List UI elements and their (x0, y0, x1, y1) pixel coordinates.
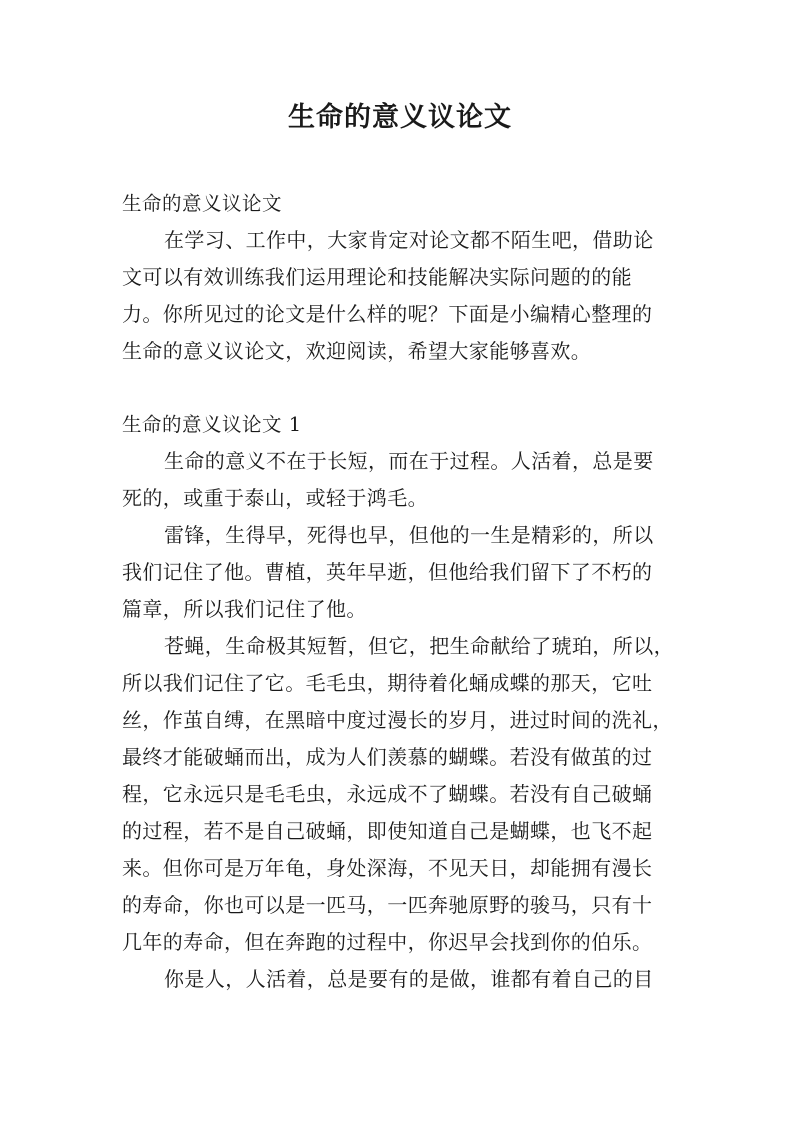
document-title: 生命的意义议论文 (288, 102, 512, 133)
text-line: 我们记住了他。曹植，英年早逝，但他给我们留下了不朽的 (122, 560, 653, 584)
text-line: 生命的意义不在于长短，而在于过程。人活着，总是要 (164, 449, 654, 473)
text-line: 雷锋，生得早，死得也早，但他的一生是精彩的，所以 (164, 523, 654, 547)
text-line: 文可以有效训练我们运用理论和技能解决实际问题的的能 (122, 265, 632, 289)
text-line: 程，它永远只是毛毛虫，永远成不了蝴蝶。若没有自己破蛹 (122, 782, 653, 806)
section1-paragraph-4 (122, 961, 694, 998)
intro-heading: 生命的意义议论文 (122, 192, 283, 215)
text-line: 你是人，人活着，总是要有的是做，谁都有着自己的目 (164, 967, 654, 991)
section1-paragraph-3 (122, 628, 694, 961)
text-line: 死的，或重于泰山，或轻于鸿毛。 (122, 486, 428, 510)
text-line: 力。你所见过的论文是什么样的呢？下面是小编精心整理的 (122, 302, 653, 326)
section-spacer (122, 370, 694, 406)
text-line: 篇章，所以我们记住了他。 (122, 597, 367, 621)
document-body (122, 185, 694, 998)
text-line: 最终才能破蛹而出，成为人们羡慕的蝴蝶。若没有做茧的过 (122, 745, 653, 769)
section1-paragraph-2 (122, 517, 694, 628)
text-line: 在学习、工作中，大家肯定对论文都不陌生吧，借助论 (164, 228, 654, 252)
text-line: 所以我们记住了它。毛毛虫，期待着化蛹成蝶的那天，它吐 (122, 671, 653, 695)
intro-paragraph (122, 222, 694, 370)
text-line: 苍蝇，生命极其短暂，但它，把生命献给了琥珀，所以， (164, 634, 674, 658)
text-line: 来。但你可是万年龟，身处深海，不见天日，却能拥有漫长 (122, 856, 653, 880)
text-line: 几年的寿命，但在奔跑的过程中，你迟早会找到你的伯乐。 (122, 930, 653, 954)
text-line: 的过程，若不是自己破蛹，即使知道自己是蝴蝶，也飞不起 (122, 819, 653, 843)
text-line: 生命的意义议论文，欢迎阅读，希望大家能够喜欢。 (122, 339, 592, 363)
text-line: 丝，作茧自缚，在黑暗中度过漫长的岁月，进过时间的洗礼， (122, 708, 673, 732)
text-line: 的寿命，你也可以是一匹马，一匹奔驰原野的骏马，只有十 (122, 893, 653, 917)
section1-heading: 生命的意义议论文 1 (122, 413, 302, 436)
section1-paragraph-1 (122, 443, 694, 517)
